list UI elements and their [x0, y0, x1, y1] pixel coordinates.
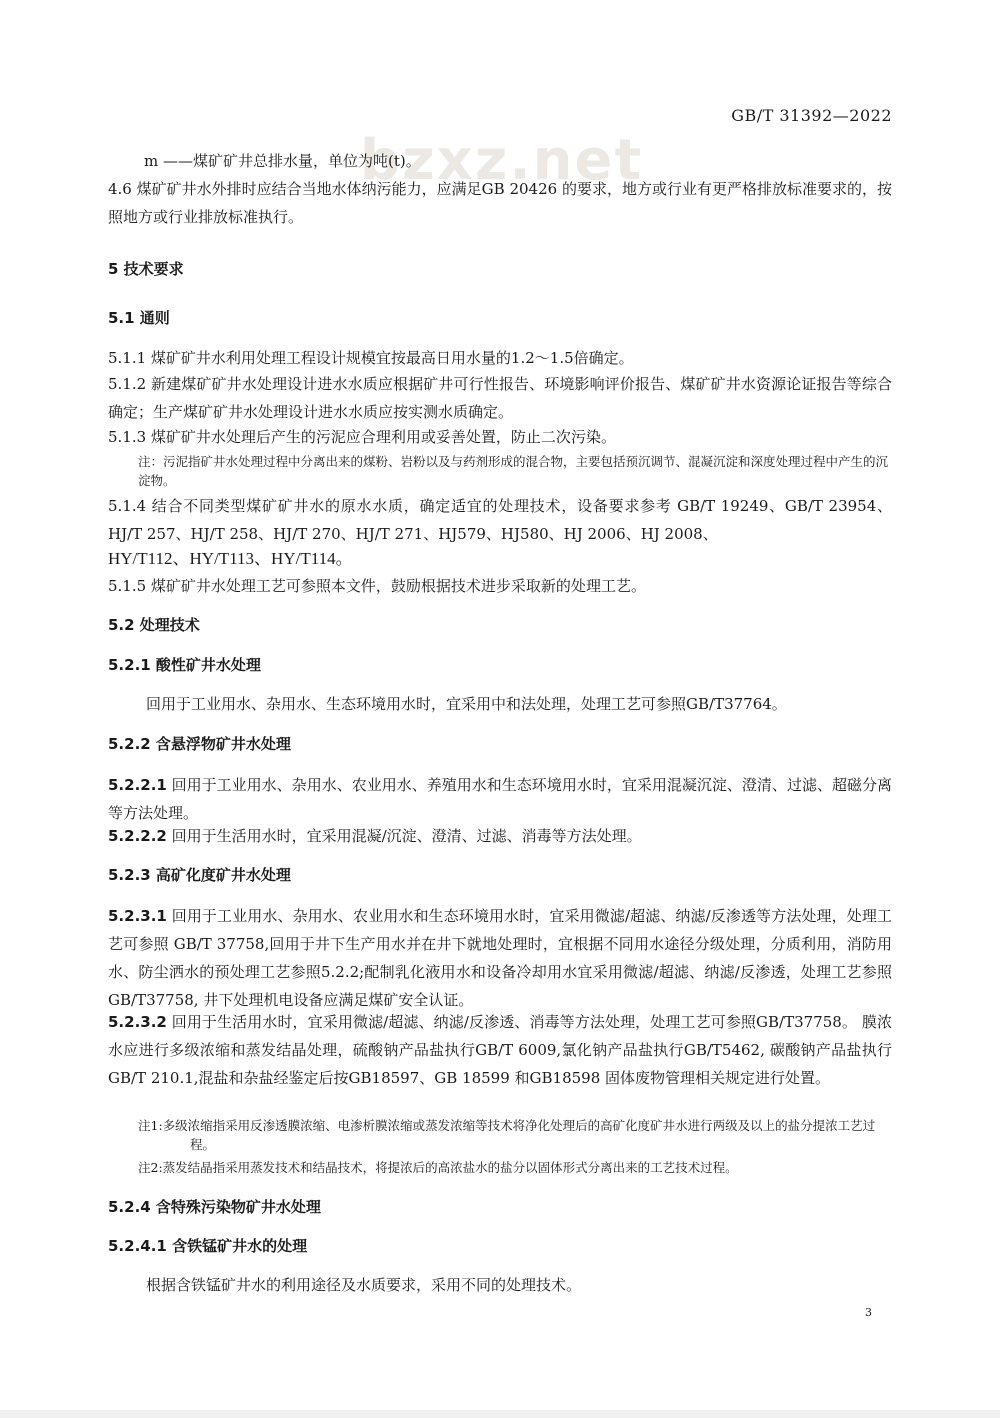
- clause-5-1-4-continued: HY/T112、HY/T113、HY/T114。: [108, 549, 353, 568]
- clause-4-6: 4.6 煤矿矿井水外排时应结合当地水体纳污能力，应满足GB 20426 的要求，地方或行业有更严格排放标准要求的，按照地方或行业排放标准执行。: [108, 180, 892, 226]
- clause-5-2-3-1: [108, 902, 892, 1014]
- section-5-2-1-heading: 5.2.1 酸性矿井水处理: [108, 656, 261, 674]
- clause-text: 回用于工业用水、杂用水、农业用水、养殖用水和生态环境用水时，宜采用混凝沉淀、澄清、过滤、超磁分离等方法处理。: [108, 776, 892, 822]
- clause-5-1-3: 5.1.3 煤矿矿井水处理后产生的污泥应合理利用或妥善处置，防止二次污染。: [108, 428, 616, 446]
- section-5-1-heading: 5.1 通则: [108, 309, 170, 327]
- section-5-2-heading: 5.2 处理技术: [108, 616, 200, 634]
- clause-number: 5.2.3.2: [108, 1013, 167, 1031]
- clause-5-2-3-2: [108, 1008, 892, 1092]
- clause-5-1-1: 5.1.1 煤矿矿井水利用处理工程设计规模宜按最高日用水量的1.2～1.5倍确定。: [108, 349, 634, 367]
- section-5-2-4-heading: 5.2.4 含特殊污染物矿井水处理: [108, 1198, 321, 1216]
- section-5-2-4-1-heading: 5.2.4.1 含铁锰矿井水的处理: [108, 1237, 308, 1255]
- clause-5-1-4: 5.1.4 结合不同类型煤矿矿井水的原水水质，确定适宜的处理技术，设备要求参考 GB/T 19249、GB/T 23954、HJ/T 257、HJ/T 258、HJ/T 270、HJ/T 271、HJ579、HJ580、HJ 2006、HJ 2008、: [108, 497, 892, 543]
- clause-text: 回用于工业用水、杂用水、农业用水和生态环境用水时，宜采用微滤/超滤、纳滤/反渗透等方法处理，处理工艺可参照 GB/T 37758,回用于井下生产用水并在井下就地处理时，宜根据不同用水途径分级处理，分质利用，消防用水、防尘洒水的预处理工艺参照5.2.2;配制乳化液用水和设备冷却用水宜采用微滤/超滤、纳滤/反渗透，处理工艺参照GB/T37758, 井下处理机电设备应满足煤矿安全认证。: [108, 907, 892, 1009]
- variable-definition: m ——煤矿矿井总排水量，单位为吨(t)。: [144, 152, 421, 170]
- section-5-2-2-heading: 5.2.2 含悬浮物矿井水处理: [108, 735, 291, 753]
- section-5-2-3-heading: 5.2.3 高矿化度矿井水处理: [108, 866, 291, 884]
- watermark: bzxz.net: [360, 128, 644, 193]
- note-2-evaporation-crystallization: 注2:蒸发结晶指采用蒸发技术和结晶技术，将提浓后的高浓盐水的盐分以固体形式分离出来的工艺技术过程。: [138, 1160, 738, 1175]
- clause-text: 回用于生活用水时，宜采用混凝/沉淀、澄清、过滤、消毒等方法处理。: [166, 827, 642, 845]
- clause-5-2-1: 回用于工业用水、杂用水、生态环境用水时，宜采用中和法处理，处理工艺可参照GB/T37764。: [146, 695, 787, 713]
- page-number: 3: [865, 1306, 872, 1319]
- clause-text: 回用于生活用水时，宜采用微滤/超滤、纳滤/反渗透、消毒等方法处理，处理工艺可参照GB/T37758。 膜浓水应进行多级浓缩和蒸发结晶处理，硫酸钠产品盐执行GB/T 6009,氯化钠产品盐执行GB/T5462, 碳酸钠产品盐执行 GB/T 210.1,混盐和杂盐经鉴定后按GB18597、GB 18599 和GB18598 固体废物管理相关规定进行处置。: [108, 1013, 892, 1087]
- page-bottom-edge: [0, 1410, 1000, 1418]
- clause-5-2-2-1: [108, 771, 892, 827]
- clause-5-2-4-1: 根据含铁锰矿井水的利用途径及水质要求，采用不同的处理技术。: [146, 1276, 582, 1294]
- clause-5-1-5: 5.1.5 煤矿矿井水处理工艺可参照本文件，鼓励根据技术进步采取新的处理工艺。: [108, 577, 646, 595]
- section-5-heading: 5 技术要求: [108, 260, 184, 278]
- clause-number: 5.2.2.2: [108, 827, 167, 845]
- standard-code-header: GB/T 31392—2022: [731, 106, 892, 125]
- clause-5-2-2-2: [108, 822, 892, 850]
- clause-number: 5.2.2.1: [108, 776, 167, 794]
- note-5-1-3: 注：污泥指矿井水处理过程中分离出来的煤粉、岩粉以及与药剂形成的混合物，主要包括预沉调节、混凝沉淀和深度处理过程中产生的沉淀物。: [138, 454, 889, 488]
- clause-5-1-2: 5.1.2 新建煤矿矿井水处理设计进水水质应根据矿井可行性报告、环境影响评价报告、煤矿矿井水资源论证报告等综合确定；生产煤矿矿井水处理设计进水水质应按实测水质确定。: [108, 375, 892, 421]
- note-1-multistage-concentration: 注1:多级浓缩指采用反渗透膜浓缩、电渗析膜浓缩或蒸发浓缩等技术将净化处理后的高矿化度矿井水进行两级及以上的盐分提浓工艺过程。: [138, 1118, 876, 1152]
- clause-number: 5.2.3.1: [108, 907, 167, 925]
